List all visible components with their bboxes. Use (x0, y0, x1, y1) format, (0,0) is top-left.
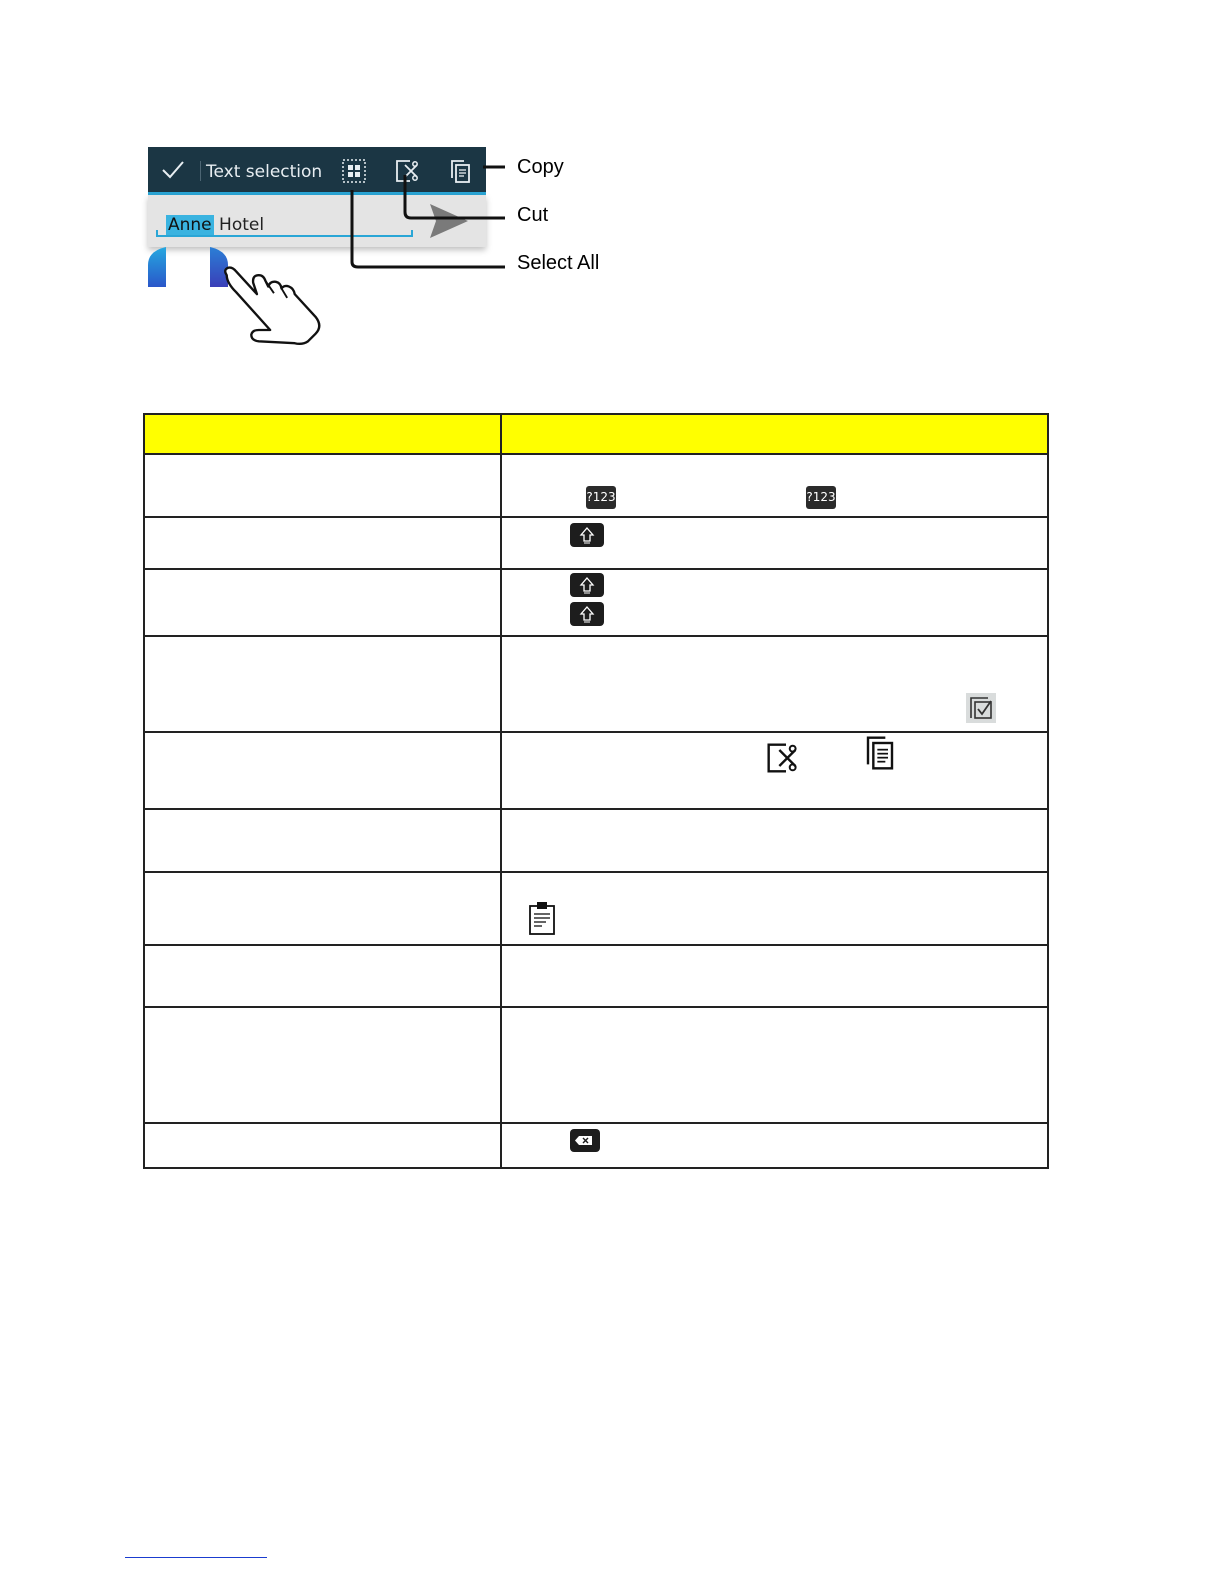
shift-key-icon (570, 573, 604, 597)
shift-key-icon (570, 602, 604, 626)
table-cell (501, 569, 1048, 636)
table-cell (501, 872, 1048, 945)
action-bar-divider (200, 161, 201, 181)
callout-cut: Cut (517, 204, 549, 226)
table-row (144, 1007, 1048, 1123)
table-cell (501, 945, 1048, 1007)
table-cell (144, 1007, 501, 1123)
table-cell (501, 454, 1048, 517)
unselected-text: Hotel (219, 215, 265, 235)
table-row (144, 872, 1048, 945)
table-row (144, 517, 1048, 569)
table-cell (501, 636, 1048, 732)
action-bar-title: Text selection (206, 162, 323, 182)
table-cell (144, 809, 501, 872)
table-cell (144, 1123, 501, 1168)
table-cell (501, 1007, 1048, 1123)
selected-text[interactable]: Anne (168, 215, 212, 235)
symbols-key-icon: ?123 (806, 486, 836, 509)
table-cell (144, 517, 501, 569)
cut-small-icon (766, 742, 798, 774)
table-cell (144, 732, 501, 809)
check-icon[interactable] (160, 159, 186, 181)
table-header-cell (501, 414, 1048, 454)
keyboard-guide-table (143, 413, 1049, 1169)
table-cell (144, 636, 501, 732)
selection-handle-left[interactable] (148, 247, 166, 287)
text-field[interactable] (166, 215, 264, 235)
table-row (144, 732, 1048, 809)
table-cell (144, 945, 501, 1007)
table-cell (501, 809, 1048, 872)
table-header-cell (144, 414, 501, 454)
table-row (144, 945, 1048, 1007)
table-row (144, 454, 1048, 517)
callout-lines (340, 150, 515, 275)
table-row (144, 636, 1048, 732)
footer-link-underline (125, 1557, 267, 1558)
copy-small-icon (864, 735, 896, 771)
symbols-key-icon: ?123 (586, 486, 616, 509)
table-cell (144, 569, 501, 636)
shift-key-icon (570, 523, 604, 547)
table-cell (144, 454, 501, 517)
table-cell (501, 1123, 1048, 1168)
table-row (144, 1123, 1048, 1168)
table-cell (501, 517, 1048, 569)
select-all-small-icon (966, 693, 996, 723)
hand-pointer-icon (218, 262, 328, 347)
callout-select-all: Select All (517, 252, 600, 274)
callout-copy: Copy (517, 156, 564, 178)
table-header-row (144, 414, 1048, 454)
table-cell (501, 732, 1048, 809)
table-row (144, 809, 1048, 872)
delete-key-icon (570, 1129, 600, 1152)
paste-icon (528, 901, 556, 935)
table-cell (144, 872, 501, 945)
table-row (144, 569, 1048, 636)
